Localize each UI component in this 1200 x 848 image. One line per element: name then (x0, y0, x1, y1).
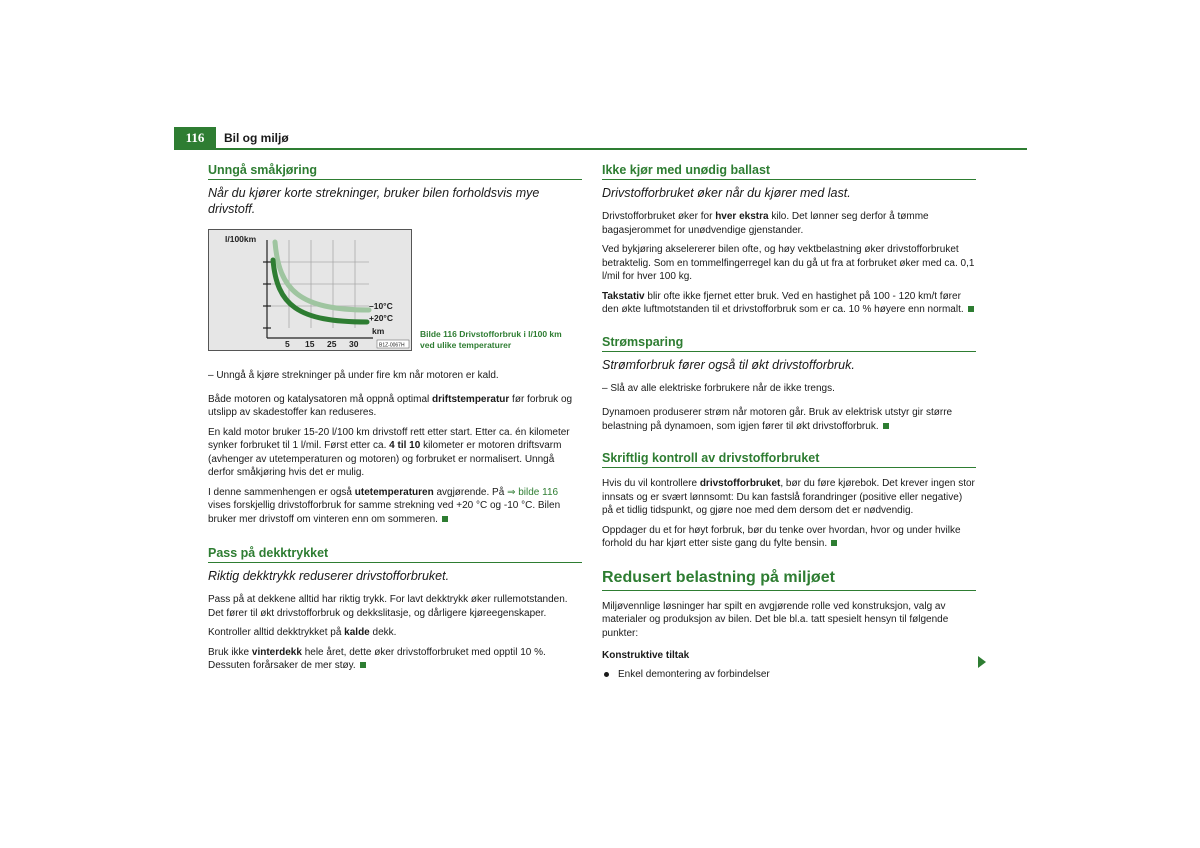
paragraph: Oppdager du et for høyt forbruk, bør du tenke over hvordan, hvor og under hvilke forhold du har kjørt etter siste gang du fylte bensin. (602, 524, 961, 549)
square-end-icon (831, 540, 837, 546)
curve-label-cold: –10°C (369, 301, 393, 311)
figure-caption-line: Bilde 116 Drivstofforbruk i l/100 km (420, 329, 562, 339)
paragraph: Bruk ikke vinterdekk hele året, dette øker drivstofforbruket med opptil 10 %. Dessuten forårsaker de mer støy. (208, 646, 546, 671)
left-column (208, 163, 582, 673)
triangle-right-icon (978, 656, 986, 668)
paragraph: Hvis du vil kontrollere drivstofforbruket, bør du føre kjørebok. Det krever ingen stor innsats og er svært lønnsomt: Du kan fastslå forandringer (positive eller negative) på et tidlig tidspunkt, og gjøre noe med dem dersom det er nødvendig. (602, 478, 975, 516)
figure-reference-link[interactable]: ⇒ bilde 116 (507, 486, 559, 498)
instruction-item: – Unngå å kjøre strekninger på under fire km når motoren er kald. (208, 370, 499, 381)
paragraph: Dynamoen produserer strøm når motoren går. Bruk av elektrisk utstyr gir større belastning på dynamoen, som igjen fører til økt drivstofforbruk. (602, 407, 953, 432)
section-title-environment: Redusert belastning på miljøet (602, 569, 976, 591)
figure-caption (420, 329, 562, 351)
square-end-icon (360, 662, 366, 668)
figure-116 (208, 229, 582, 359)
section-lead: Strømforbruk fører også til økt drivstofforbruk. (602, 357, 855, 372)
section-lead: Riktig dekktrykk reduserer drivstofforbruket. (208, 569, 450, 583)
x-axis-label: km (372, 326, 385, 336)
x-tick-label: 30 (349, 339, 359, 349)
paragraph: Drivstofforbruket øker for hver ekstra kilo. Det lønner seg derfor å tømme bagasjerommet for unødvendige gjenstander. (602, 211, 929, 236)
paragraph: Pass på at dekkene alltid har riktig trykk. For lavt dekktrykk øker rullemotstanden. Det fører til økt drivstofforbruk og dekkslitasje, og dårligere kjøreegenskaper. (208, 594, 568, 619)
section-title-logbook: Skriftlig kontroll av drivstofforbruket (602, 451, 976, 468)
figure-code: B1Z-0067H (379, 342, 405, 349)
curve-plus-20c (273, 260, 367, 322)
instruction-item: – Slå av alle elektriske forbrukere når de ikke trengs. (602, 382, 835, 394)
fuel-consumption-chart (208, 229, 412, 351)
chart-svg (209, 230, 411, 350)
section-title-ballast: Ikke kjør med unødig ballast (602, 163, 976, 180)
x-tick-label: 15 (305, 339, 315, 349)
square-end-icon (442, 516, 448, 522)
section-title-tyre-pressure: Pass på dekktrykket (208, 546, 582, 563)
y-axis-label: l/100km (225, 234, 257, 244)
section-title-small-trips: Unngå småkjøring (208, 163, 582, 180)
paragraph: Kontroller alltid dekktrykket på kalde dekk. (208, 627, 397, 638)
section-title-power-saving: Strømsparing (602, 335, 976, 352)
subheading: Konstruktive tiltak (602, 650, 690, 661)
paragraph: Ved bykjøring akselererer bilen ofte, og høy vektbelastning øker drivstofforbruket betraktelig. Som en tommelfingerregel kan du gå ut fra at forbruket øker med ca. 0,1 l/mil for hver 100 kg. (602, 244, 975, 282)
page-number: 116 (174, 127, 216, 149)
chapter-title: Bil og miljø (224, 131, 289, 145)
curve-label-warm: +20°C (369, 313, 393, 323)
x-tick-label: 25 (327, 339, 337, 349)
paragraph: Både motoren og katalysatoren må oppnå optimal driftstemperatur før forbruk og utslipp av skadestoffer kan reduseres. (208, 393, 573, 418)
paragraph: Takstativ blir ofte ikke fjernet etter bruk. Ved en hastighet på 100 - 120 km/t fører den økte luftmotstanden til et drivstofforbruk som er ca. 10 % høyere enn normalt. (602, 290, 976, 317)
square-end-icon (883, 423, 889, 429)
square-end-icon (968, 306, 974, 312)
paragraph: Miljøvennlige løsninger har spilt en avgjørende rolle ved konstruksjon, valg av materialer og produksjon av bilen. Det ble bl.a. tatt spesielt hensyn til følgende punkter: (602, 600, 949, 639)
paragraph: En kald motor bruker 15-20 l/100 km drivstoff rett etter start. Etter ca. én kilometer synker forbruket til 1 l/mil. Først etter ca. 4 til 10 kilometer er motoren driftsvarm (avhenger av utetemperaturen og motoren) og forbruket er normalisert. Unngå derfor småkjøring hvis det er mulig. (208, 426, 570, 478)
x-tick-label: 5 (285, 339, 290, 349)
header-rule (174, 148, 1027, 150)
right-column (602, 163, 976, 681)
section-lead: Drivstofforbruket øker når du kjører med last. (602, 186, 851, 200)
paragraph: I denne sammenhengen er også utetemperaturen avgjørende. På ⇒ bilde 116 vises forskjellig drivstofforbruk for samme strekning ved +20 °C og -10 °C. Bilen bruker mer drivstoff om vinteren enn om sommeren. (208, 486, 561, 525)
figure-caption-line: ved ulike temperaturer (420, 340, 512, 350)
bullet-item: Enkel demontering av forbindelser (602, 668, 976, 682)
section-lead: Når du kjører korte strekninger, bruker bilen forholdsvis mye drivstoff. (208, 186, 540, 216)
